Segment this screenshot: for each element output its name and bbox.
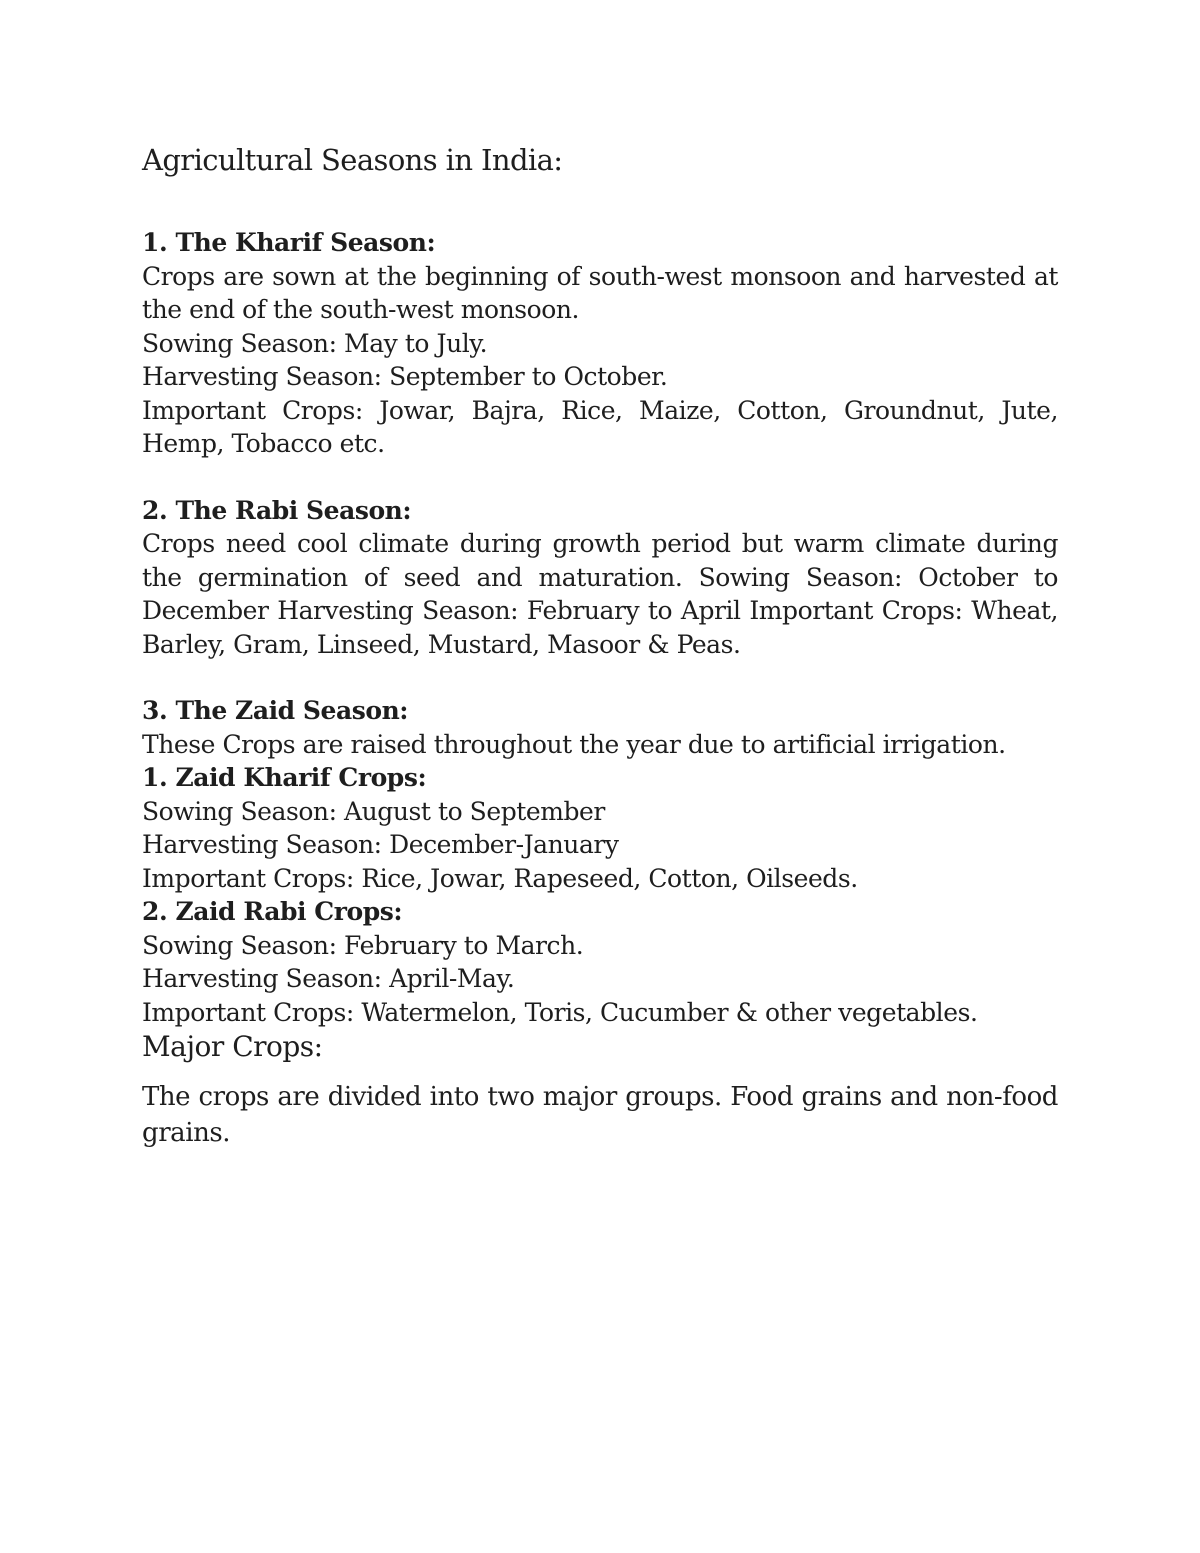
rabi-description: Crops need cool climate during growth period but warm climate during the germination of seed and maturation. Sowing Season: October to December Harvesting Season: February to April Important Crops: Wheat, Barley, Gram, Linseed, Mustard, Masoor & Peas.	[142, 529, 1058, 659]
kharif-heading: 1. The Kharif Season:	[142, 228, 436, 257]
zaid-rabi-harvesting: Harvesting Season: April-May.	[142, 964, 515, 993]
section-zaid	[142, 694, 1058, 1029]
major-crops-heading: Major Crops:	[142, 1030, 323, 1063]
zaid-kharif-harvesting: Harvesting Season: December-January	[142, 830, 619, 859]
zaid-rabi-crops: Important Crops: Watermelon, Toris, Cucumber & other vegetables.	[142, 997, 978, 1027]
kharif-description: Crops are sown at the beginning of south-west monsoon and harvested at the end of the south-west monsoon.	[142, 261, 1058, 324]
rabi-heading: 2. The Rabi Season:	[142, 495, 412, 525]
zaid-kharif-heading: 1. Zaid Kharif Crops:	[142, 763, 427, 792]
zaid-rabi-heading: 2. Zaid Rabi Crops:	[142, 897, 403, 926]
document-body	[142, 140, 1058, 1151]
zaid-description: These Crops are raised throughout the year due to artificial irrigation.	[142, 729, 1006, 759]
zaid-rabi-sowing: Sowing Season: February to March.	[142, 930, 584, 960]
zaid-kharif-crops: Important Crops: Rice, Jowar, Rapeseed, Cotton, Oilseeds.	[142, 863, 858, 893]
document-title: Agricultural Seasons in India:	[142, 143, 563, 177]
section-major-crops	[142, 1029, 1058, 1151]
kharif-sowing: Sowing Season: May to July.	[142, 328, 488, 358]
spacer	[142, 461, 1058, 494]
spacer	[142, 661, 1058, 694]
zaid-heading: 3. The Zaid Season:	[142, 696, 409, 725]
major-crops-text: The crops are divided into two major groups. Food grains and non-food grains.	[142, 1082, 1058, 1148]
section-rabi	[142, 494, 1058, 662]
kharif-harvesting: Harvesting Season: September to October.	[142, 362, 668, 391]
kharif-crops: Important Crops: Jowar, Bajra, Rice, Maize, Cotton, Groundnut, Jute, Hemp, Tobacco etc.	[142, 395, 1058, 458]
section-kharif	[142, 226, 1058, 461]
zaid-kharif-sowing: Sowing Season: August to September	[142, 796, 605, 826]
